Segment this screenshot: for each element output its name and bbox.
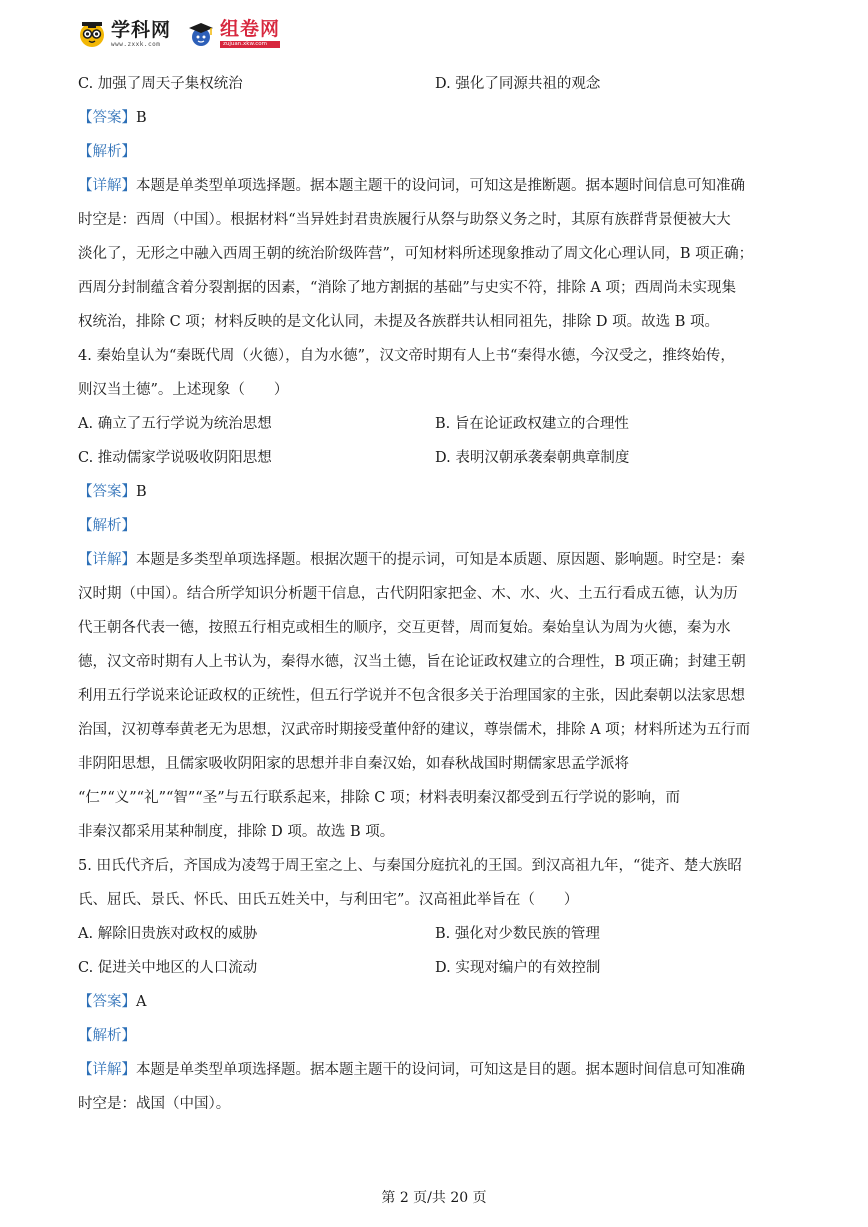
explanation-3-line-4: 西周分封制蕴含着分裂割据的因素，“消除了地方割据的基础”与史实不符，排除 A 项；西周尚未实现集 — [78, 280, 737, 296]
analysis-tag-4: 【解析】 — [78, 518, 136, 534]
page-number: 第 2 页/共 20 页 — [381, 1190, 487, 1206]
question-4-option-b: B. 旨在论证政权建立的合理性 — [435, 416, 629, 432]
explanation-4-line-6: 治国，汉初尊奉黄老无为思想，汉武帝时期接受董仲舒的建议，尊崇儒术，排除 A 项；材料所述为五行而 — [78, 722, 751, 738]
explanation-tag: 【详解】 — [78, 552, 136, 568]
explanation-4-line-5: 利用五行学说来论证政权的正统性，但五行学说并不包含很多关于治理国家的主张，因此秦朝以法家思想 — [78, 688, 745, 704]
question-5-line-1: 5. 田氏代齐后，齐国成为凌驾于周王室之上、与秦国分庭抗礼的王国。到汉高祖九年，“徙齐、楚大族昭 — [78, 858, 742, 874]
explanation-tag: 【详解】 — [78, 178, 136, 194]
explanation-3-line-1 — [78, 176, 745, 196]
option-d-prev: D. 强化了同源共祖的观念 — [435, 76, 601, 92]
analysis-tag-3: 【解析】 — [78, 144, 136, 160]
logo-title: 学科网 — [111, 18, 172, 41]
question-4-option-a: A. 确立了五行学说为统治思想 — [78, 416, 272, 432]
explanation-tag: 【详解】 — [78, 1062, 136, 1078]
logo-url: zujuan.xkw.com — [220, 41, 280, 49]
answer-value: B — [136, 484, 147, 500]
question-4-line-2: 则汉当土德”。上述现象（ ） — [78, 382, 289, 398]
page-header — [78, 14, 280, 54]
xuekewang-logo — [78, 20, 171, 48]
answer-tag: 【答案】 — [78, 994, 136, 1010]
explanation-4-line-9: 非秦汉都采用某种制度，排除 D 项。故选 B 项。 — [78, 824, 395, 840]
explanation-4-line-8: “仁”“义”“礼”“智”“圣”与五行联系起来，排除 C 项；材料表明秦汉都受到五行学说的影响，而 — [78, 790, 680, 806]
explanation-5-line-1 — [78, 1060, 745, 1080]
question-5-option-c: C. 促进关中地区的人口流动 — [78, 960, 258, 976]
answer-3 — [78, 108, 147, 128]
question-4-option-d: D. 表明汉朝承袭秦朝典章制度 — [435, 450, 630, 466]
explanation-3-line-5: 权统治，排除 C 项；材料反映的是文化认同，未提及各族群共认相同祖先，排除 D 项。故选 B 项。 — [78, 314, 720, 330]
explanation-text: 本题是单类型单项选择题。据本题主题干的设问词，可知这是推断题。据本题时间信息可知准确 — [136, 178, 745, 194]
answer-value: B — [136, 110, 147, 126]
explanation-3-line-3: 淡化了，无形之中融入西周王朝的统治阶级阵营”，可知材料所述现象推动了周文化心理认同，B 项正确； — [78, 246, 754, 262]
question-5-line-2: 氏、屈氏、景氏、怀氏、田氏五姓关中，与利田宅”。汉高祖此举旨在（ ） — [78, 892, 579, 908]
explanation-4-line-1 — [78, 550, 745, 570]
analysis-tag-5: 【解析】 — [78, 1028, 136, 1044]
explanation-5-line-2: 时空是：战国（中国）。 — [78, 1096, 231, 1112]
graduate-mascot-icon — [187, 20, 215, 48]
option-c-prev: C. 加强了周天子集权统治 — [78, 76, 243, 92]
explanation-4-line-2: 汉时期（中国）。结合所学知识分析题干信息，古代阴阳家把金、木、水、火、土五行看成五德，认为历 — [78, 586, 738, 602]
owl-mascot-icon — [78, 20, 106, 48]
explanation-4-line-3: 代王朝各代表一德，按照五行相克或相生的顺序，交互更替，周而复始。秦始皇认为周为火德，秦为水 — [78, 620, 731, 636]
answer-value: A — [136, 994, 147, 1010]
explanation-4-line-7: 非阴阳思想，且儒家吸收阴阳家的思想并非自秦汉始，如春秋战国时期儒家思孟学派将 — [78, 756, 629, 772]
explanation-4-line-4: 德，汉文帝时期有人上书认为，秦得水德，汉当土德，旨在论证政权建立的合理性，B 项正确；封建王朝 — [78, 654, 746, 670]
answer-tag: 【答案】 — [78, 484, 136, 500]
logo-url: www.zxxk.com — [111, 40, 161, 48]
question-5-option-a: A. 解除旧贵族对政权的威胁 — [78, 926, 258, 942]
explanation-text: 本题是多类型单项选择题。根据次题干的提示词，可知是本质题、原因题、影响题。时空是：秦 — [136, 552, 745, 568]
answer-tag: 【答案】 — [78, 110, 136, 126]
question-4-line-1: 4. 秦始皇认为“秦既代周（火德），自为水德”，汉文帝时期有人上书“秦得水德，今汉受之，推终始传， — [78, 348, 735, 364]
explanation-text: 本题是单类型单项选择题。据本题主题干的设问词，可知这是目的题。据本题时间信息可知准确 — [136, 1062, 745, 1078]
question-5-option-d: D. 实现对编户的有效控制 — [435, 960, 601, 976]
question-4-option-c: C. 推动儒家学说吸收阴阳思想 — [78, 450, 272, 466]
answer-4 — [78, 482, 147, 502]
explanation-3-line-2: 时空是：西周（中国）。根据材料“当异姓封君贵族履行从祭与助祭义务之时，其原有族群背景便被大大 — [78, 212, 731, 228]
zujuanwang-logo — [187, 17, 281, 49]
answer-5 — [78, 992, 146, 1012]
question-5-option-b: B. 强化对少数民族的管理 — [435, 926, 600, 942]
logo-title: 组卷网 — [220, 17, 281, 40]
